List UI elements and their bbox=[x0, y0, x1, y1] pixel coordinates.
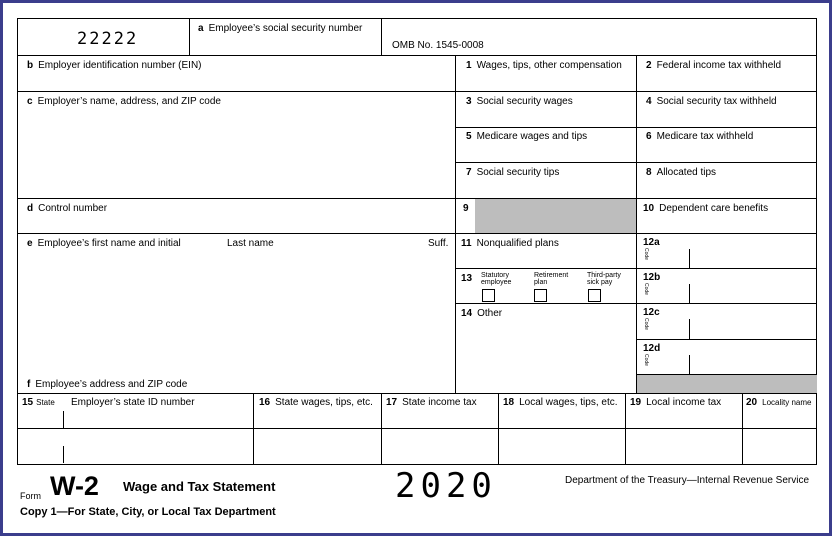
copy-label: Copy 1—For State, City, or Local Tax Department bbox=[20, 506, 276, 518]
box-7-label: 7 Social security tips bbox=[466, 167, 560, 178]
box-9-label: 9 bbox=[463, 203, 469, 214]
statutory-employee-checkbox[interactable] bbox=[482, 289, 495, 302]
box-15-id-label: Employer’s state ID number bbox=[71, 397, 195, 408]
box-12d-label: 12d bbox=[643, 343, 661, 354]
box-17-label: 17 State income tax bbox=[386, 397, 477, 408]
right-border bbox=[816, 18, 817, 465]
box-4-label: 4 Social security tax withheld bbox=[646, 96, 777, 107]
box-12d-code: Code bbox=[643, 354, 649, 366]
box-e-suffix: Suff. bbox=[428, 238, 449, 249]
box-6-label: 6 Medicare tax withheld bbox=[646, 131, 754, 142]
box-18-label: 18 Local wages, tips, etc. bbox=[503, 397, 618, 408]
box-15-label: 15 State bbox=[22, 397, 55, 408]
box-12c-label: 12c bbox=[643, 307, 660, 318]
box-9-shaded bbox=[475, 199, 636, 233]
box-14-label: 14 Other bbox=[461, 308, 503, 319]
box-d-label: d Control number bbox=[27, 203, 108, 214]
box-10-label: 10 Dependent care benefits bbox=[643, 203, 769, 214]
control-code: 22222 bbox=[77, 29, 139, 49]
third-party-sick-pay-label: Third-party sick pay bbox=[587, 272, 621, 286]
statutory-employee-label: Statutory employee bbox=[481, 272, 512, 286]
retirement-plan-checkbox[interactable] bbox=[534, 289, 547, 302]
left-border bbox=[17, 18, 18, 465]
box-b-label: b Employer identification number (EIN) bbox=[27, 60, 202, 71]
form-title: Wage and Tax Statement bbox=[123, 479, 276, 494]
box-c-label: c Employer’s name, address, and ZIP code bbox=[27, 96, 221, 107]
box-1-label: 1 Wages, tips, other compensation bbox=[466, 60, 622, 71]
box-16-label: 16 State wages, tips, etc. bbox=[259, 397, 373, 408]
box-e-label: e Employee’s first name and initial bbox=[27, 238, 181, 249]
retirement-plan-label: Retirement plan bbox=[534, 272, 569, 286]
box-2-label: 2 Federal income tax withheld bbox=[646, 60, 782, 71]
box-12-shaded bbox=[637, 375, 817, 393]
box-13-label: 13 bbox=[461, 273, 473, 284]
box-12c-code: Code bbox=[643, 318, 649, 330]
box-f-label: f Employee’s address and ZIP code bbox=[27, 379, 188, 390]
tax-year: 2020 bbox=[395, 466, 497, 506]
third-party-sick-pay-checkbox[interactable] bbox=[588, 289, 601, 302]
box-a-label: a Employee’s social security number bbox=[198, 23, 363, 34]
department-label: Department of the Treasury—Internal Revenue Service bbox=[565, 475, 810, 486]
form-word: Form bbox=[20, 491, 41, 501]
box-20-label: 20 Locality name bbox=[746, 397, 812, 408]
form-name: W-2 bbox=[50, 471, 99, 501]
box-12a-code: Code bbox=[643, 248, 649, 260]
box-5-label: 5 Medicare wages and tips bbox=[466, 131, 588, 142]
box-12a-label: 12a bbox=[643, 237, 660, 248]
box-19-label: 19 Local income tax bbox=[630, 397, 722, 408]
box-8-label: 8 Allocated tips bbox=[646, 167, 717, 178]
box-e-last-name: Last name bbox=[227, 238, 274, 249]
box-3-label: 3 Social security wages bbox=[466, 96, 573, 107]
box-11-label: 11 Nonqualified plans bbox=[461, 238, 559, 249]
top-border bbox=[17, 18, 817, 19]
omb-number: OMB No. 1545-0008 bbox=[392, 40, 484, 51]
box-12b-code: Code bbox=[643, 283, 649, 295]
box-12b-label: 12b bbox=[643, 272, 661, 283]
